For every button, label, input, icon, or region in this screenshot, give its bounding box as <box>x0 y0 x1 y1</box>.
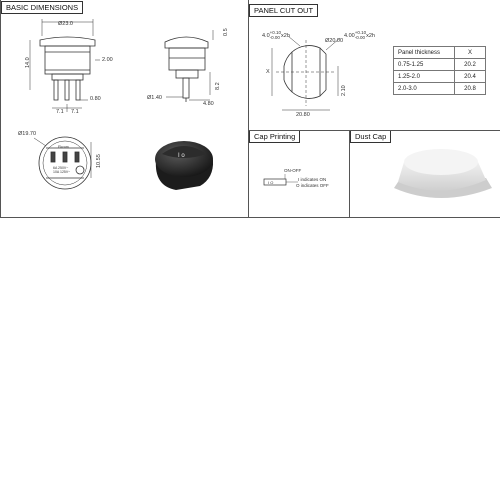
section-header-dust-cap: Dust Cap <box>350 131 391 143</box>
tol-right-mult: x2h <box>366 32 375 39</box>
side-view-drawing <box>165 30 213 102</box>
tol-left-mult: x2h <box>281 32 290 39</box>
switch-photo <box>155 141 213 190</box>
bottom-view-brand-mark: Ekcom <box>58 145 69 149</box>
dim-bottom-diameter: Ø19.70 <box>18 131 37 137</box>
tol-right-sup: +0.10 <box>354 30 367 35</box>
dim-bottom-height: 10.55 <box>96 154 102 168</box>
dim-height: 14.0 <box>25 57 31 68</box>
table-cell: 1.25-2.0 <box>394 71 455 83</box>
tol-right-base: 4.00 <box>344 32 355 39</box>
tol-right-sub: -0.00 <box>354 34 365 40</box>
dim-pin-diameter: Ø1.40 <box>147 95 162 101</box>
table-row <box>394 71 486 83</box>
dim-cutout-diameter: Ø20.00 <box>325 38 344 44</box>
table-header-row <box>394 47 486 59</box>
dim-spacing-right: 7.1 <box>71 109 79 115</box>
table-header-cell: X <box>455 47 486 59</box>
dim-top-diameter: Ø23.0 <box>58 21 73 27</box>
dim-pin-gap: 0.80 <box>90 96 101 102</box>
section-header-basic-dimensions: BASIC DIMENSIONS <box>1 1 83 14</box>
panel-thickness-table <box>393 46 486 95</box>
tol-left-sup: +0.10 <box>269 30 282 35</box>
table-row <box>394 83 486 95</box>
table-cell: 0.75-1.25 <box>394 59 455 71</box>
dim-cutout-width: 20.80 <box>296 112 310 118</box>
cap-note-off: O indicates OFF <box>296 183 329 188</box>
dim-pin-width: 4.80 <box>203 101 214 107</box>
section-header-panel-cut-out: PANEL CUT OUT <box>249 4 318 17</box>
dim-spacing-left: 7.1 <box>56 109 64 115</box>
table-cell: 20.4 <box>455 71 486 83</box>
table-cell: 20.8 <box>455 83 486 95</box>
table-cell: 2.0-3.0 <box>394 83 455 95</box>
bottom-view-rating-2: 10A 125V~ <box>53 170 71 174</box>
tol-left-value <box>262 31 290 40</box>
dim-cap-height: 0.5 <box>223 28 229 36</box>
svg-text:I o: I o <box>178 153 185 159</box>
datasheet <box>0 0 500 218</box>
table-header-cell: Panel thickness <box>394 47 455 59</box>
table-row <box>394 59 486 71</box>
tol-left-sub: -0.00 <box>269 34 280 40</box>
dim-flat-height: 2.10 <box>341 85 347 96</box>
cap-note-on: I indicates ON <box>298 177 327 182</box>
section-header-cap-printing: Cap Printing <box>249 131 300 143</box>
tol-left-base: 4.0 <box>262 32 270 39</box>
cap-mode-label: ON-OFF <box>284 168 302 173</box>
cap-printing-symbols: I O <box>268 180 274 185</box>
tol-right-value <box>344 31 375 40</box>
bottom-view-rating-1: 6A 250V~ <box>53 166 69 170</box>
dim-side: 2.00 <box>102 57 113 63</box>
dust-cap-drawing <box>394 149 492 198</box>
dim-x-label: X <box>266 69 270 75</box>
table-cell: 20.2 <box>455 59 486 71</box>
dim-right-height: 8.2 <box>215 82 221 90</box>
